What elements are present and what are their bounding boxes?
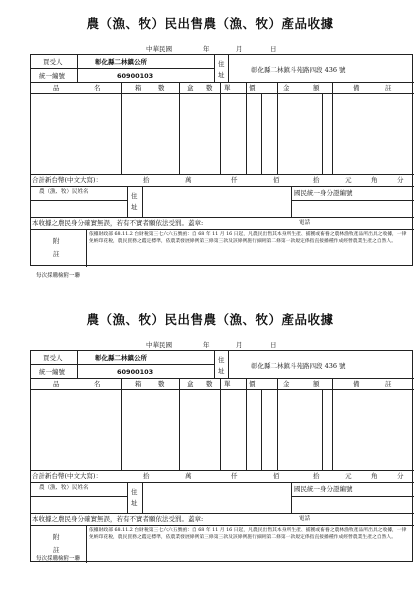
total-unit-ten: 拾 [143, 176, 150, 184]
col-header-box-2: 數 [158, 84, 165, 92]
receipt-form-2 [0, 296, 420, 586]
seller-name-label: 農（漁、牧）民姓名 [39, 485, 89, 491]
col-header-product-2: 名 [94, 84, 101, 92]
phone-label: 電話 [299, 220, 311, 226]
col-header-box-1: 箱 [135, 84, 142, 92]
col-header-price-1: 單 [224, 380, 231, 388]
col-header-amount-1: 金 [283, 380, 290, 388]
total-unit-yuan: 元 [345, 176, 352, 184]
receipt-table [30, 350, 413, 562]
date-day: 日 [270, 45, 277, 53]
total-unit-bai: 佰 [273, 176, 280, 184]
buyer-tax-id-label: 統一編號 [39, 368, 65, 376]
date-era: 中華民國 [146, 341, 172, 349]
col-header-amount-2: 額 [313, 84, 320, 92]
footer-note: 每次採購檢附一聯 [36, 273, 81, 279]
buyer-address-label: 住址 [218, 60, 225, 79]
buyer-label: 買受人 [43, 354, 63, 362]
form-title: 農（漁、牧）民出售農（漁、牧）產品收據 [86, 312, 334, 327]
col-header-amount-1: 金 [283, 84, 290, 92]
footer-note: 每次採購檢附一聯 [36, 556, 81, 562]
date-day: 日 [270, 341, 277, 349]
col-header-price-2: 價 [249, 84, 256, 92]
form-title: 農（漁、牧）民出售農（漁、牧）產品收據 [86, 16, 334, 31]
total-label: 合計新台幣(中文大寫)： [32, 176, 103, 184]
total-unit-wan: 萬 [185, 472, 192, 480]
total-unit-bai: 佰 [273, 472, 280, 480]
remark-label: 附註 [53, 533, 60, 554]
seller-name-label: 農（漁、牧）民姓名 [39, 189, 89, 195]
total-unit-fen: 分 [397, 176, 404, 184]
total-unit-ten: 拾 [143, 472, 150, 480]
date-year: 年 [203, 45, 210, 53]
total-unit-jiao: 角 [371, 472, 378, 480]
remark-label: 附註 [53, 237, 60, 258]
date-month: 月 [236, 341, 243, 349]
col-header-amount-2: 額 [313, 380, 320, 388]
col-header-price-2: 價 [249, 380, 256, 388]
total-unit-shi: 拾 [313, 472, 320, 480]
buyer-tax-id-label: 統一編號 [39, 72, 65, 80]
buyer-name: 彰化縣二林鎮公所 [95, 58, 147, 66]
total-unit-wan: 萬 [185, 176, 192, 184]
col-header-remark-2: 註 [385, 84, 392, 92]
total-unit-yuan: 元 [345, 472, 352, 480]
col-header-product-1: 品 [53, 380, 60, 388]
buyer-address: 彰化縣二林鎮斗苑路四段 436 號 [251, 66, 346, 74]
seller-id-label: 國民統一身分證編號 [294, 189, 353, 197]
total-unit-shi: 拾 [313, 176, 320, 184]
phone-label: 電話 [299, 516, 311, 522]
col-header-remark-1: 備 [353, 84, 360, 92]
buyer-label: 買受人 [43, 58, 63, 66]
declaration: 本收據之農民身分確實無誤，若有不實者願依法受罰。蓋章: [32, 515, 204, 523]
col-header-product-2: 名 [94, 380, 101, 388]
remark-text: 依據財政部 68.11.2 台財稅第三七六六五號函：自 68 年 11 月 16 日起，凡農民出售其本身所生產、捕獲或畜養之農林漁牧產品所出具之收據，一律免納印花稅，農民買務之鑑定標準，依農業發展條例第三條第三款及該條例施行細則第二條第一款規定係指直接播種作成經營農業生產之自然人。 [89, 232, 407, 244]
buyer-name: 彰化縣二林鎮公所 [95, 354, 147, 362]
buyer-address-label: 住址 [218, 356, 225, 375]
col-header-price-1: 單 [224, 84, 231, 92]
total-unit-qian: 仟 [231, 176, 238, 184]
col-header-product-1: 品 [53, 84, 60, 92]
total-unit-fen: 分 [397, 472, 404, 480]
remark-text: 依據財政部 68.11.2 台財稅第三七六六五號函：自 68 年 11 月 16 日起，凡農民出售其本身所生產、捕獲或畜養之農林漁牧產品所出具之收據，一律免納印花稅，農民買務之鑑定標準，依農業發展條例第三條第三款及該條例施行細則第二條第一款規定係指直接播種作成經營農業生產之自然人。 [89, 528, 407, 540]
buyer-tax-id: 60900103 [117, 72, 154, 80]
receipt-form-1 [0, 0, 420, 290]
buyer-tax-id: 60900103 [117, 368, 154, 376]
seller-id-label: 國民統一身分證編號 [294, 485, 353, 493]
col-header-carton-2: 數 [206, 84, 213, 92]
date-era: 中華民國 [146, 45, 172, 53]
buyer-address: 彰化縣二林鎮斗苑路四段 436 號 [251, 362, 346, 370]
total-label: 合計新台幣(中文大寫)： [32, 472, 103, 480]
col-header-box-2: 數 [158, 380, 165, 388]
col-header-carton-1: 盒 [187, 84, 194, 92]
declaration: 本收據之農民身分確實無誤，若有不實者願依法受罰。蓋章: [32, 219, 204, 227]
date-year: 年 [203, 341, 210, 349]
date-month: 月 [236, 45, 243, 53]
col-header-box-1: 箱 [135, 380, 142, 388]
total-unit-jiao: 角 [371, 176, 378, 184]
col-header-remark-2: 註 [385, 380, 392, 388]
seller-address-label: 住址 [131, 192, 138, 211]
total-unit-qian: 仟 [231, 472, 238, 480]
col-header-remark-1: 備 [353, 380, 360, 388]
receipt-table [30, 54, 413, 266]
col-header-carton-2: 數 [206, 380, 213, 388]
seller-address-label: 住址 [131, 488, 138, 507]
col-header-carton-1: 盒 [187, 380, 194, 388]
